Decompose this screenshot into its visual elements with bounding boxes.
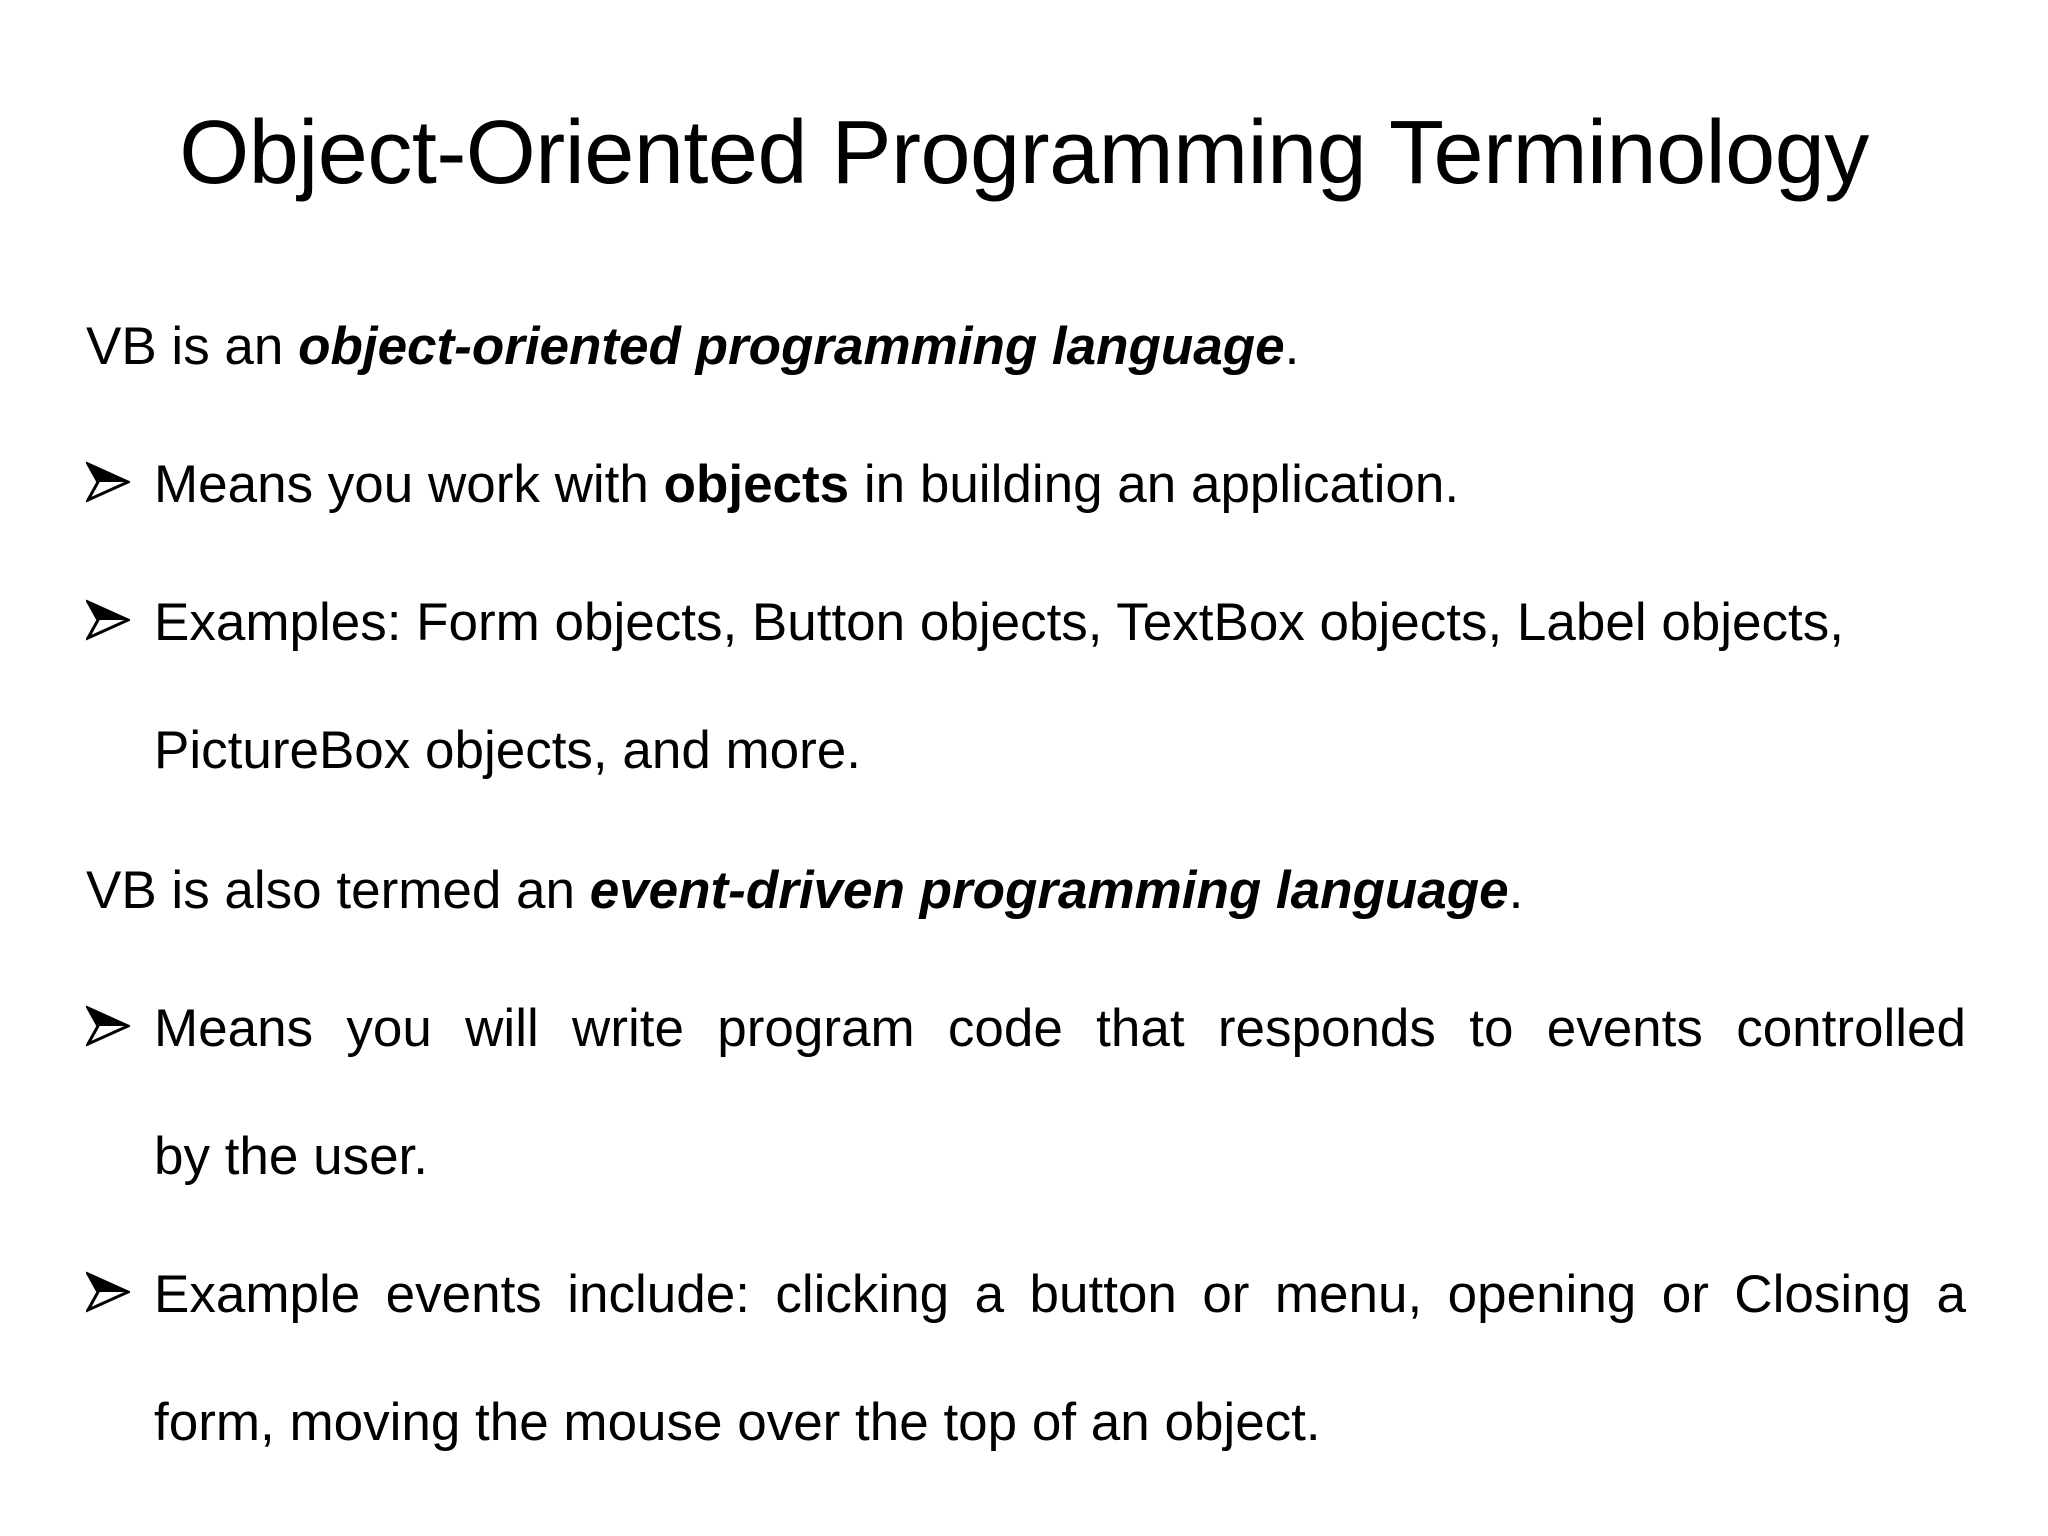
bullet-objects-suffix: in building an application. xyxy=(849,455,1460,514)
bullet-examples-line-1: Examples: Form objects, Button objects, TextBox objects, Label objects, xyxy=(154,593,1844,652)
slide-title: Object-Oriented Programming Terminology xyxy=(179,103,1869,203)
paragraph-oop-prefix: VB is an xyxy=(86,317,299,376)
bullet-events-code-line-1: Means you will write program code that responds to events controlled xyxy=(154,999,1966,1058)
bullet-example-events-line-1: Example events include: clicking a button or menu, opening or Closing a xyxy=(154,1265,1966,1324)
paragraph-event-driven xyxy=(86,856,1523,926)
bullet-objects-emphasis: objects xyxy=(663,455,850,514)
bullet-example-events-line-2: form, moving the mouse over the top of an object. xyxy=(154,1393,1321,1452)
arrowhead-bullet-icon xyxy=(86,598,130,642)
paragraph-oop-emphasis: object-oriented programming language xyxy=(298,317,1285,376)
arrowhead-bullet-icon xyxy=(86,1270,130,1314)
paragraph-event-driven-suffix: . xyxy=(1508,861,1524,920)
paragraph-event-driven-emphasis: event-driven programming language xyxy=(589,861,1509,920)
bullet-events-code-line-2: by the user. xyxy=(154,1127,429,1186)
bullet-examples-line-2: PictureBox objects, and more. xyxy=(154,721,862,780)
paragraph-oop xyxy=(86,312,1299,382)
paragraph-oop-suffix: . xyxy=(1284,317,1300,376)
arrowhead-bullet-icon xyxy=(86,1004,130,1048)
arrowhead-bullet-icon xyxy=(86,460,130,504)
bullet-objects-text xyxy=(154,450,1966,520)
bullet-objects-prefix: Means you work with xyxy=(154,455,664,514)
paragraph-event-driven-prefix: VB is also termed an xyxy=(86,861,590,920)
